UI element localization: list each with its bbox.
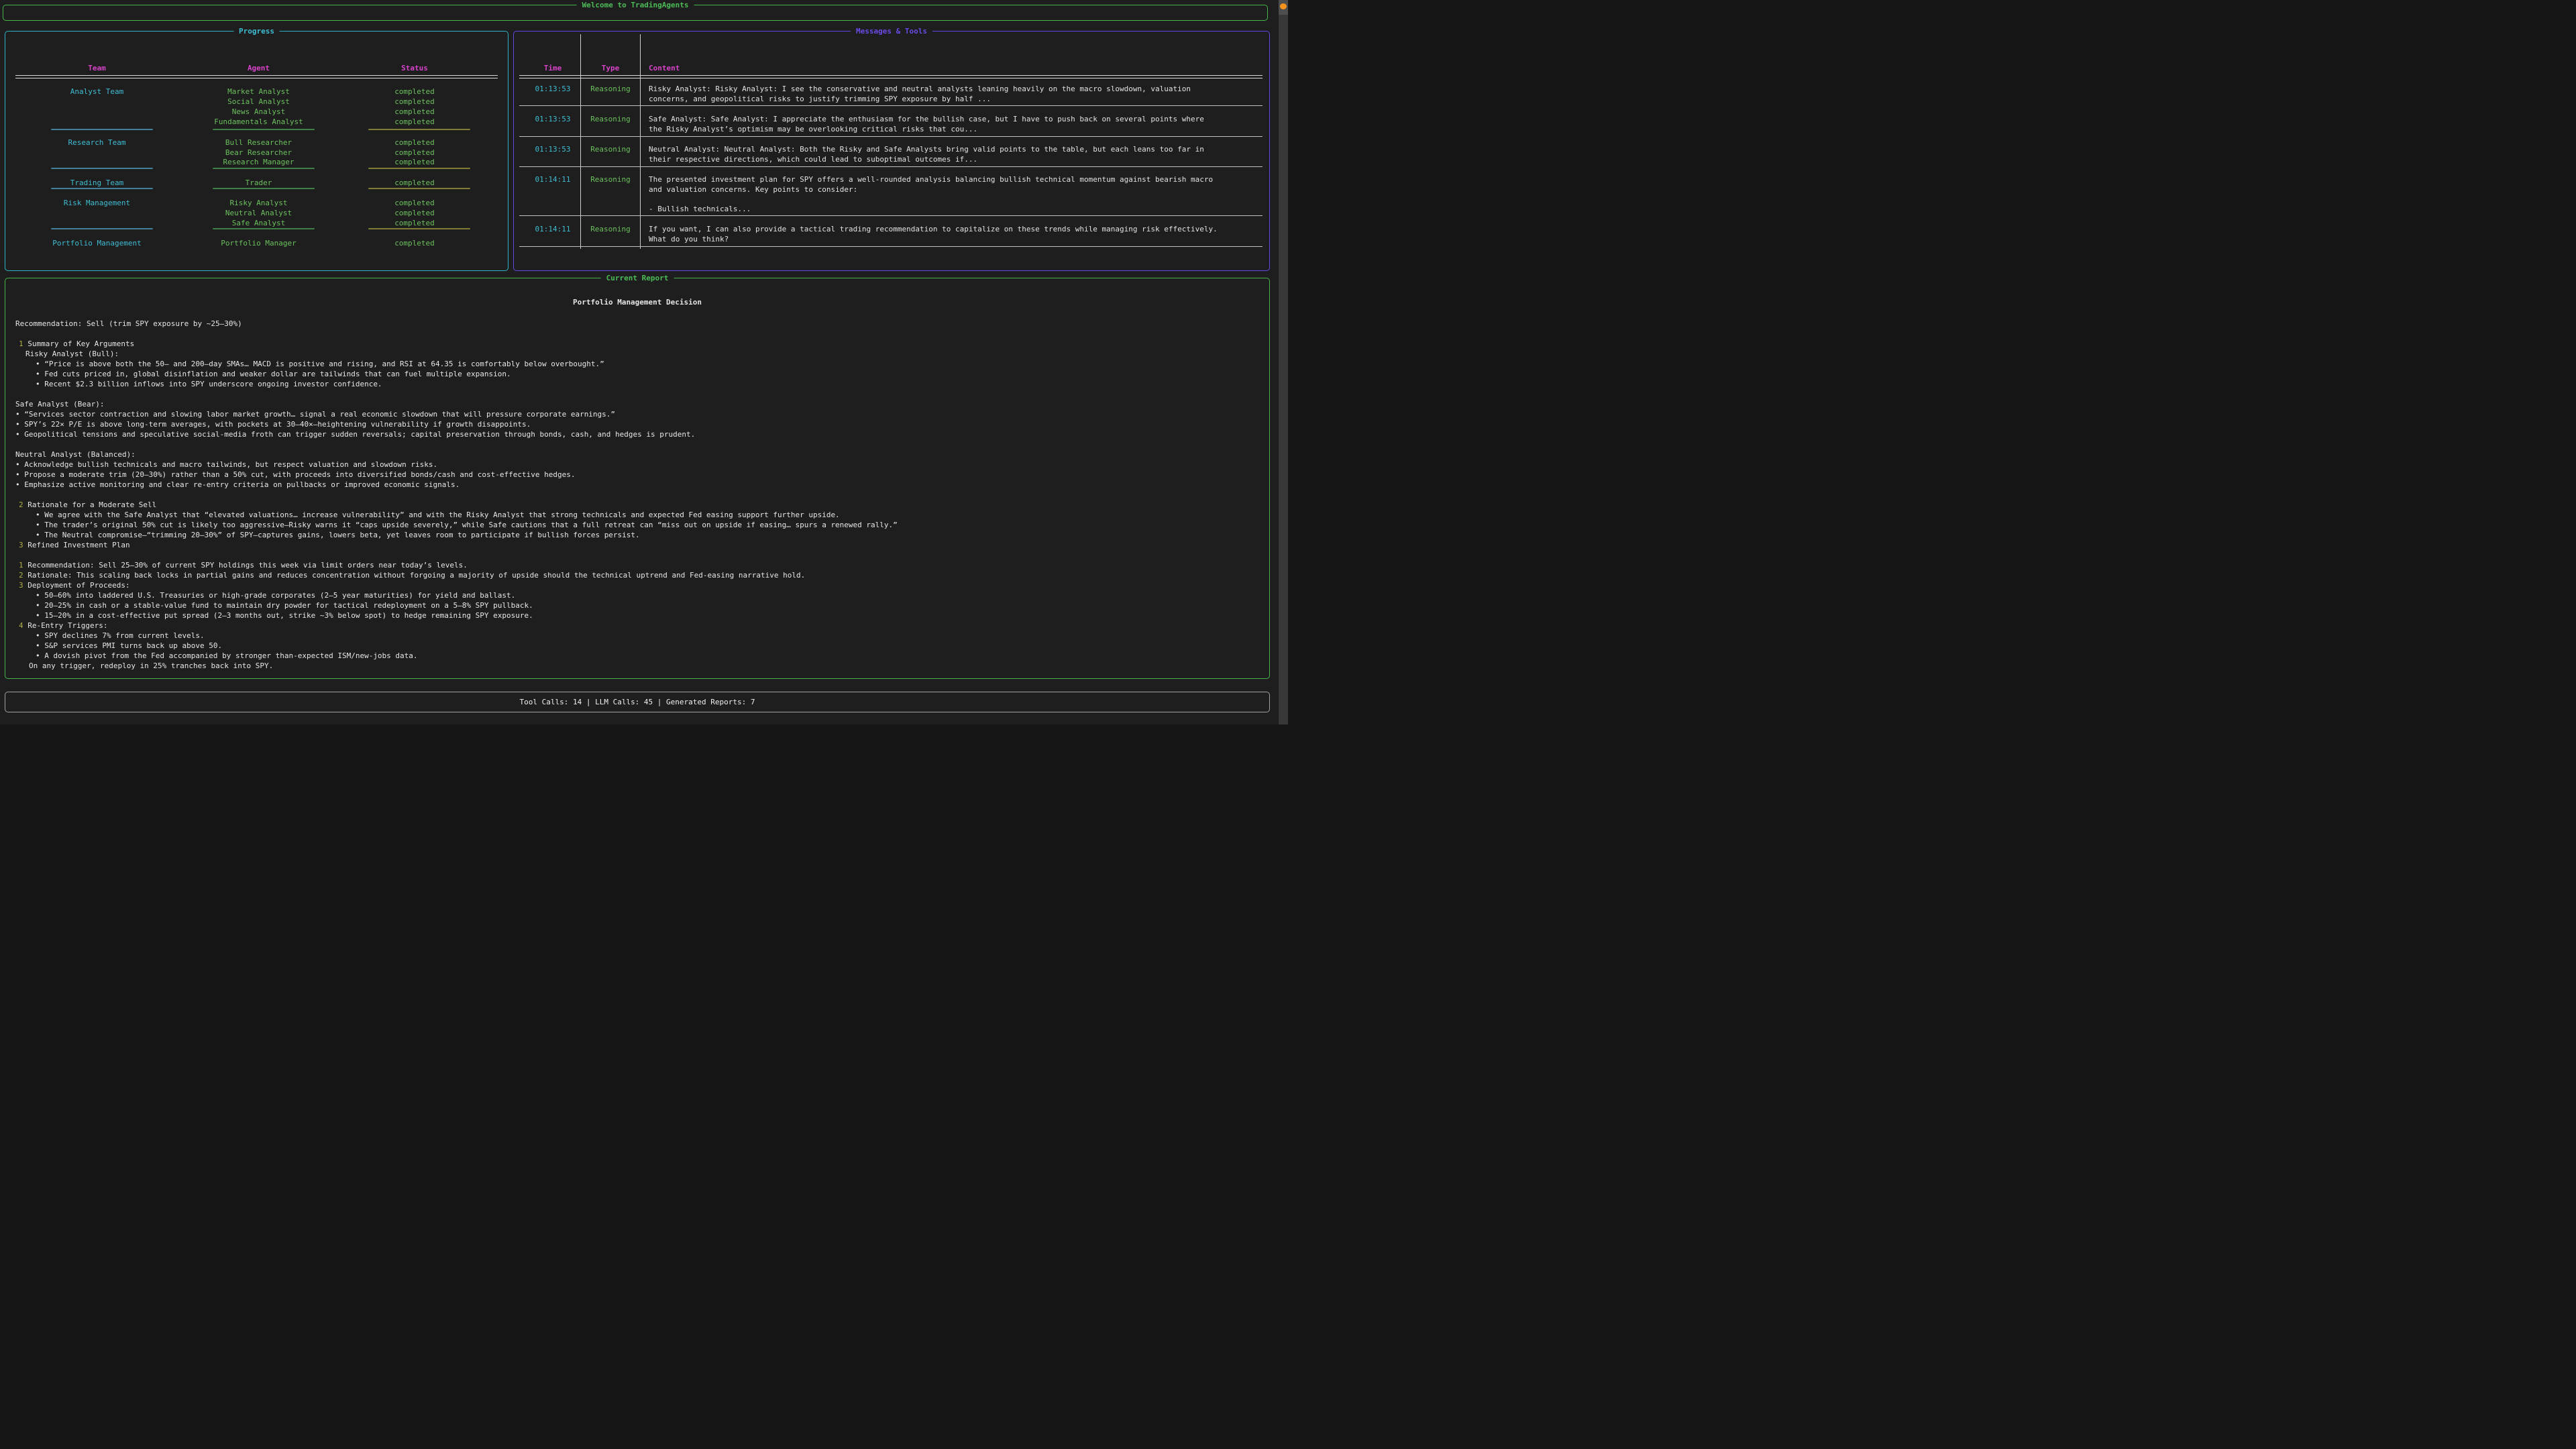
message-content-line (649, 194, 1256, 204)
progress-status-cell: completed (394, 148, 435, 157)
progress-agent-cell: Safe Analyst (231, 219, 286, 227)
report-line: 3 Deployment of Proceeds: (19, 581, 130, 590)
report-list-number: 3 (19, 581, 23, 590)
progress-agent-cell: Bull Researcher (225, 138, 292, 147)
report-line: • Emphasize active monitoring and clear re-entry criteria on pullbacks or improved economic signals. (15, 480, 460, 489)
progress-agent-cell: Fundamentals Analyst (214, 117, 303, 126)
progress-group-separator-status (368, 228, 470, 229)
report-list-number: 1 (19, 561, 23, 570)
messages-col-header-time: Time (543, 64, 562, 72)
message-type-cell: Reasoning (590, 145, 631, 154)
progress-agent-cell: Trader (245, 178, 272, 187)
terminal-screen (0, 0, 1288, 724)
message-time-cell: 01:13:53 (535, 115, 571, 123)
progress-status-cell: completed (394, 138, 435, 147)
welcome-banner (3, 1, 1268, 21)
progress-panel-title: Progress (233, 26, 280, 36)
messages-header-separator (519, 75, 1263, 78)
progress-col-header-team: Team (88, 64, 106, 72)
report-list-number: 2 (19, 500, 23, 509)
progress-team-cell: Analyst Team (70, 87, 124, 96)
report-line: 3 Refined Investment Plan (19, 541, 130, 549)
report-panel-title: Current Report (601, 273, 674, 283)
progress-agent-cell: Bear Researcher (225, 148, 292, 157)
message-row-separator (519, 246, 1263, 247)
report-line: • “Services sector contraction and slowing labor market growth… signal a real economic slowdown that will pressure corporate earnings.” (15, 410, 616, 419)
report-line: 4 Re-Entry Triggers: (19, 621, 108, 630)
message-time-cell: 01:14:11 (535, 225, 571, 233)
progress-header-separator (15, 75, 498, 78)
report-line: 1 Summary of Key Arguments (19, 339, 135, 348)
message-content-line: and valuation concerns. Key points to consider: (649, 184, 858, 194)
orange-dot-icon (1280, 3, 1287, 9)
report-line: Neutral Analyst (Balanced): (15, 450, 136, 459)
scrollbar-track[interactable] (1279, 0, 1288, 724)
progress-agent-cell: News Analyst (231, 107, 286, 116)
message-content-line: The presented investment plan for SPY offers a well-rounded analysis balancing bullish technical momentum against bearish macro (649, 175, 1214, 184)
report-list-number: 4 (19, 621, 23, 630)
report-line: Risky Analyst (Bull): (25, 350, 119, 358)
messages-colline-1 (580, 34, 581, 249)
message-row-separator (519, 215, 1263, 216)
report-line: • “Price is above both the 50– and 200–day SMAs… MACD is positive and rising, and RSI at 64.35 is comfortably below overbought.” (36, 360, 604, 368)
progress-group-separator-team (51, 168, 153, 169)
message-row-separator (519, 105, 1263, 106)
messages-col-header-type: Type (601, 64, 620, 72)
progress-status-cell: completed (394, 87, 435, 96)
report-line: • SPY’s 22× P/E is above long-term averages, with pockets at 30–40×—heightening vulnerability if growth disappoints. (15, 420, 531, 429)
report-line: • Geopolitical tensions and speculative social-media froth can trigger sudden reversals; capital preservation through bonds, cash, and hedges is prudent. (15, 430, 696, 439)
messages-colline-2 (640, 34, 641, 249)
message-time-cell: 01:14:11 (535, 175, 571, 184)
progress-status-cell: completed (394, 178, 435, 187)
report-line: • 50–60% into laddered U.S. Treasuries or high-grade corporates (2–5 year maturities) for yield and ballast. (36, 591, 516, 600)
message-content-line: What do you think? (649, 234, 729, 244)
progress-group-separator-agent (213, 129, 315, 130)
report-line: • SPY declines 7% from current levels. (36, 631, 205, 640)
progress-status-cell: completed (394, 158, 435, 166)
report-line: • S&P services PMI turns back up above 50. (36, 641, 223, 650)
progress-agent-cell: Portfolio Manager (221, 239, 297, 248)
message-content-line: their respective directions, which could lead to suboptimal outcomes if... (649, 154, 978, 164)
message-type-cell: Reasoning (590, 225, 631, 233)
progress-panel (5, 27, 508, 271)
progress-team-cell: Research Team (68, 138, 126, 147)
progress-team-cell: Portfolio Management (52, 239, 142, 248)
report-list-number: 2 (19, 571, 23, 580)
progress-agent-cell: Social Analyst (227, 97, 290, 106)
report-line: • Recent $2.3 billion inflows into SPY underscore ongoing investor confidence. (36, 380, 382, 388)
report-line: Recommendation: Sell (trim SPY exposure by ~25–30%) (15, 319, 242, 328)
progress-agent-cell: Neutral Analyst (225, 209, 292, 217)
progress-group-separator-agent (213, 168, 315, 169)
message-content-line: Risky Analyst: Risky Analyst: I see the conservative and neutral analysts leaning heavily on the macro slowdown, valuation (649, 85, 1191, 93)
progress-group-separator-agent (213, 228, 315, 229)
progress-col-header-status: Status (401, 64, 428, 72)
message-content-line: concerns, and geopolitical risks to justify trimming SPY exposure by half ... (649, 94, 991, 103)
report-list-number: 3 (19, 541, 23, 549)
report-line: • Propose a moderate trim (20–30%) rather than a 50% cut, with proceeds into diversified bonds/cash and cost-effective hedges. (15, 470, 576, 479)
progress-status-cell: completed (394, 239, 435, 248)
report-line: • Acknowledge bullish technicals and macro tailwinds, but respect valuation and slowdown risks. (15, 460, 438, 469)
report-line: On any trigger, redeploy in 25% tranches back into SPY. (29, 661, 274, 670)
progress-status-cell: completed (394, 117, 435, 126)
report-line: • 20–25% in cash or a stable-value fund to maintain dry powder for tactical redeployment on a 5–8% SPY pullback. (36, 601, 533, 610)
progress-status-cell: completed (394, 199, 435, 207)
banner-title: Welcome to TradingAgents (577, 0, 694, 10)
footer-stats-bar (5, 692, 1270, 712)
message-time-cell: 01:13:53 (535, 85, 571, 93)
notification-icon[interactable] (1279, 0, 1288, 15)
message-row-separator (519, 166, 1263, 167)
current-report-panel (5, 274, 1270, 679)
progress-group-separator-team (51, 228, 153, 229)
message-content-line: the Risky Analyst’s optimism may be overlooking critical risks that cou... (649, 124, 978, 133)
progress-group-separator-agent (213, 188, 315, 189)
message-type-cell: Reasoning (590, 85, 631, 93)
progress-group-separator-status (368, 188, 470, 189)
message-type-cell: Reasoning (590, 115, 631, 123)
messages-col-header-content: Content (649, 64, 680, 72)
report-line: Safe Analyst (Bear): (15, 400, 105, 409)
message-type-cell: Reasoning (590, 175, 631, 184)
footer-stats-text: Tool Calls: 14 | LLM Calls: 45 | Generated Reports: 7 (519, 698, 755, 706)
messages-panel-title: Messages & Tools (851, 26, 932, 36)
progress-agent-cell: Risky Analyst (229, 199, 288, 207)
progress-group-separator-team (51, 129, 153, 130)
report-line: 2 Rationale for a Moderate Sell (19, 500, 157, 509)
message-content-line: - Bullish technicals... (649, 205, 751, 214)
progress-group-separator-status (368, 129, 470, 130)
report-line: 2 Rationale: This scaling back locks in partial gains and reduces concentration without forgoing a majority of upside should the technical uptrend and Fed-easing narrative hold. (19, 571, 806, 580)
progress-agent-cell: Research Manager (223, 158, 294, 166)
progress-status-cell: completed (394, 209, 435, 217)
report-list-number: 1 (19, 339, 23, 348)
progress-agent-cell: Market Analyst (227, 87, 290, 96)
report-line: • The trader’s original 50% cut is likely too aggressive—Risky warns it “caps upside severely,” while Safe cautions that a full retreat can “miss out on upside if easing… spurs a renewed rally.” (36, 521, 898, 529)
messages-panel (513, 27, 1270, 271)
report-line: 1 Recommendation: Sell 25–30% of current SPY holdings this week via limit orders near today’s levels. (19, 561, 468, 570)
progress-group-separator-team (51, 188, 153, 189)
progress-team-cell: Risk Management (63, 199, 131, 207)
message-content-line: Neutral Analyst: Neutral Analyst: Both the Risky and Safe Analysts bring valid points to the table, but each leans too far in (649, 145, 1204, 154)
report-heading: Portfolio Management Decision (572, 298, 702, 307)
report-line: • We agree with the Safe Analyst that “elevated valuations… increase vulnerability” and with the Risky Analyst that strong technicals and expected Fed easing support further upside. (36, 511, 840, 519)
report-line: • 15–20% in a cost-effective put spread (2–3 months out, strike ~3% below spot) to hedge remaining SPY exposure. (36, 611, 533, 620)
progress-col-header-agent: Agent (247, 64, 270, 72)
progress-status-cell: completed (394, 97, 435, 106)
message-content-line: Safe Analyst: Safe Analyst: I appreciate the enthusiasm for the bullish case, but I have to push back on several points where (649, 115, 1204, 123)
report-line: • A dovish pivot from the Fed accompanied by stronger than-expected ISM/new-jobs data. (36, 651, 418, 660)
report-line: • Fed cuts priced in, global disinflation and weaker dollar are tailwinds that can fuel multiple expansion. (36, 370, 511, 378)
message-content-line: If you want, I can also provide a tactical trading recommendation to capitalize on these trends while managing risk effectively. (649, 225, 1218, 233)
progress-group-separator-status (368, 168, 470, 169)
progress-status-cell: completed (394, 107, 435, 116)
message-time-cell: 01:13:53 (535, 145, 571, 154)
progress-status-cell: completed (394, 219, 435, 227)
progress-team-cell: Trading Team (70, 178, 124, 187)
message-row-separator (519, 136, 1263, 137)
report-line: • The Neutral compromise—“trimming 20–30%” of SPY—captures gains, lowers beta, yet leaves room to participate if bullish forces persist. (36, 531, 640, 539)
